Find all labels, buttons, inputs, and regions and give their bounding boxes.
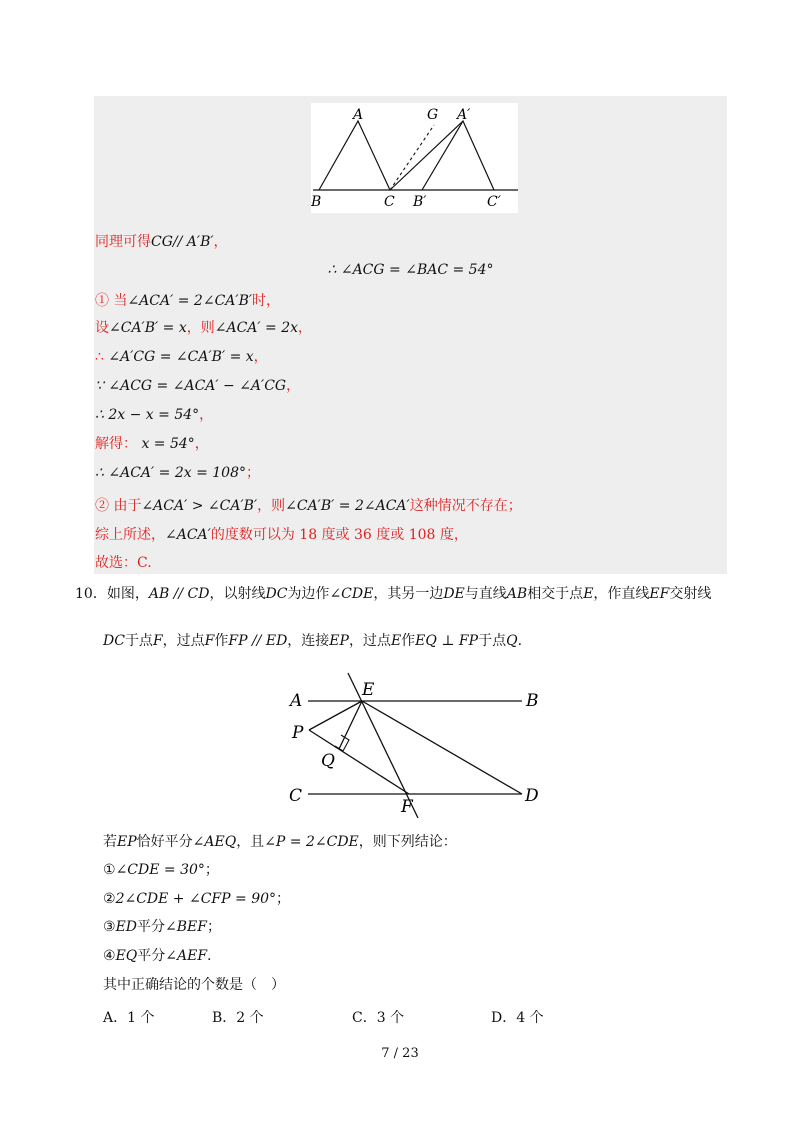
question-figure <box>282 670 544 818</box>
solution-line-11: 综上所述，∠ACA′的度数可以为 18 度或 36 度或 108 度， <box>95 527 468 543</box>
question-10-line-2: DC于点F，过点F作FP // ED，连接EP，过点E作EQ ⊥ FP于点Q. <box>103 633 523 649</box>
question-number: 10． <box>75 586 107 602</box>
option-b[interactable]: B．2 个 <box>212 1010 264 1026</box>
label-C: C <box>384 194 395 210</box>
label-B: B <box>526 691 539 711</box>
solution-line-2: ∴ ∠ACG = ∠BAC = 54° <box>327 262 494 278</box>
solution-line-5: ∴ ∠A′CG = ∠CA′B′ = x， <box>95 349 268 365</box>
option-d[interactable]: D．4 个 <box>491 1010 544 1026</box>
label-P: P <box>292 723 304 743</box>
label-C: C <box>289 786 303 806</box>
label-G: G <box>427 107 439 123</box>
solution-line-4: 设∠CA′B′ = x，则∠ACA′ = 2x， <box>95 320 313 336</box>
option-a[interactable]: A．1 个 <box>103 1010 155 1026</box>
page-indicator: 7 / 23 <box>381 1046 419 1061</box>
statement-1: ①∠CDE = 30°； <box>103 862 219 878</box>
label-Q: Q <box>321 751 335 771</box>
label-A: A <box>353 107 364 123</box>
label-B: B <box>311 194 322 210</box>
parallel-lines-diagram <box>282 670 544 818</box>
solution-line-8: 解得： x = 54°， <box>95 436 209 452</box>
question-10-line-1: 10．如图，AB // CD，以射线DC为边作∠CDE，其另一边DE与直线AB相交于点E，作直线EF交射线 <box>75 586 712 602</box>
label-F: F <box>401 797 413 817</box>
statement-4: ④EQ平分∠AEF. <box>103 948 212 964</box>
label-A-prime: A′ <box>457 107 471 123</box>
triangles-diagram <box>311 103 518 213</box>
solution-figure <box>311 103 518 213</box>
solution-line-1: 同理可得CG// A′B′， <box>95 234 228 250</box>
solution-line-12: 故选：C. <box>95 555 152 571</box>
question-prompt: 其中正确结论的个数是（ ） <box>103 977 285 993</box>
label-E: E <box>362 680 375 700</box>
solution-line-3: ① 当∠ACA′ = 2∠CA′B′时， <box>95 293 281 309</box>
label-B-prime: B′ <box>413 194 427 210</box>
label-A: A <box>290 691 303 711</box>
label-D: D <box>525 786 539 806</box>
solution-line-7: ∴ 2x − x = 54°， <box>95 407 214 423</box>
solution-line-10: ② 由于∠ACA′ > ∠CA′B′，则∠CA′B′ = 2∠ACA′这种情况不存在； <box>95 498 522 514</box>
statement-3: ③ED平分∠BEF； <box>103 919 221 935</box>
question-condition: 若EP恰好平分∠AEQ，且∠P = 2∠CDE，则下列结论： <box>103 834 457 850</box>
solution-line-9: ∴ ∠ACA′ = 2x = 108°； <box>95 465 260 481</box>
label-C-prime: C′ <box>487 194 501 210</box>
option-c[interactable]: C．3 个 <box>352 1010 405 1026</box>
solution-line-6: ∵ ∠ACG = ∠ACA′ − ∠A′CG， <box>95 378 301 394</box>
statement-2: ②2∠CDE + ∠CFP = 90°； <box>103 891 291 907</box>
